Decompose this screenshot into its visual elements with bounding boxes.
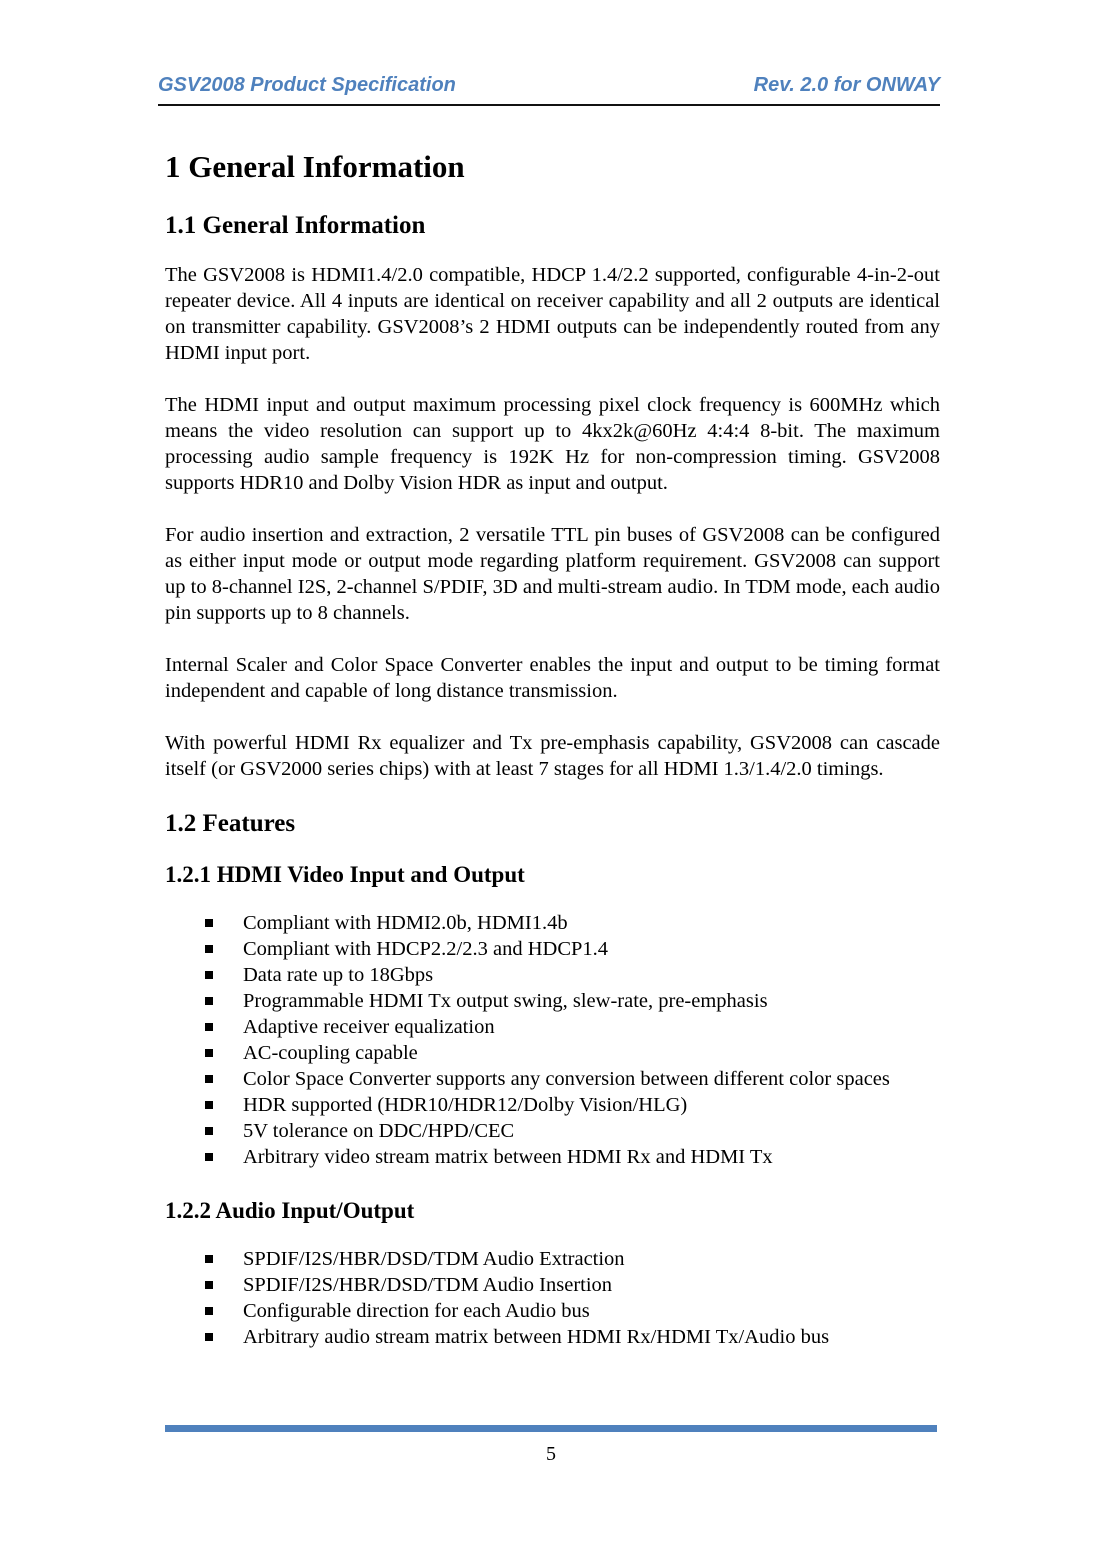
bullet-square-icon	[205, 1127, 213, 1135]
list-item	[205, 936, 940, 962]
bullet-square-icon	[205, 1101, 213, 1109]
list-item-text: Compliant with HDCP2.2/2.3 and HDCP1.4	[243, 938, 609, 960]
bullet-square-icon	[205, 1255, 213, 1263]
bullet-square-icon	[205, 919, 213, 927]
list-item-text: AC-coupling capable	[243, 1042, 418, 1064]
list-item	[205, 1246, 940, 1272]
list-item-text: SPDIF/I2S/HBR/DSD/TDM Audio Insertion	[243, 1274, 613, 1296]
section-title-1-2-1: 1.2.1 HDMI Video Input and Output	[165, 862, 525, 887]
header-right-title: Rev. 2.0 for ONWAY	[753, 74, 940, 96]
bullet-square-icon	[205, 1049, 213, 1057]
list-item-text: Arbitrary video stream matrix between HDMI Rx and HDMI Tx	[243, 1146, 773, 1168]
bullet-square-icon	[205, 945, 213, 953]
bullet-square-icon	[205, 1333, 213, 1341]
list-item	[205, 1324, 940, 1350]
list-item-text: 5V tolerance on DDC/HPD/CEC	[243, 1120, 515, 1142]
bullet-square-icon	[205, 997, 213, 1005]
list-item-text: Configurable direction for each Audio bus	[243, 1300, 590, 1322]
list-item	[205, 1118, 940, 1144]
bullet-square-icon	[205, 971, 213, 979]
list-item-text: SPDIF/I2S/HBR/DSD/TDM Audio Extraction	[243, 1248, 625, 1270]
section-title-1-2-2: 1.2.2 Audio Input/Output	[165, 1198, 415, 1223]
list-item	[205, 1092, 940, 1118]
bullet-square-icon	[205, 1281, 213, 1289]
section-title-1-2: 1.2 Features	[165, 810, 296, 837]
list-item	[205, 1014, 940, 1040]
page-header	[158, 74, 940, 103]
list-item-text: Compliant with HDMI2.0b, HDMI1.4b	[243, 912, 568, 934]
list-item-text: Data rate up to 18Gbps	[243, 964, 434, 986]
section-title-1-1: 1.1 General Information	[165, 212, 426, 239]
list-item	[205, 1272, 940, 1298]
page-title: 1 General Information	[165, 149, 465, 184]
paragraph: The HDMI input and output maximum processing pixel clock frequency is 600MHz which means the video resolution can support up to 4kx2k@60Hz 4:4:4 8-bit. The maximum processing audio sample frequency is 192K Hz for non-compression timing. GSV2008 supports HDR10 and Dolby Vision HDR as input and output.	[165, 394, 940, 494]
bullet-square-icon	[205, 1153, 213, 1161]
list-item	[205, 1298, 940, 1324]
bullet-square-icon	[205, 1307, 213, 1315]
paragraph: For audio insertion and extraction, 2 versatile TTL pin buses of GSV2008 can be configured as either input mode or output mode regarding platform requirement. GSV2008 can support up to 8-channel I2S, 2-channel S/PDIF, 3D and multi-stream audio. In TDM mode, each audio pin supports up to 8 channels.	[165, 524, 940, 624]
paragraph: With powerful HDMI Rx equalizer and Tx pre-emphasis capability, GSV2008 can cascade itself (or GSV2000 series chips) with at least 7 stages for all HDMI 1.3/1.4/2.0 timings.	[165, 732, 940, 780]
bullet-square-icon	[205, 1023, 213, 1031]
paragraph: Internal Scaler and Color Space Converter enables the input and output to be timing format independent and capable of long distance transmission.	[165, 654, 940, 702]
footer-bar	[165, 1425, 937, 1432]
list-item	[205, 988, 940, 1014]
list-item-text: HDR supported (HDR10/HDR12/Dolby Vision/HLG)	[243, 1094, 688, 1116]
header-left-title: GSV2008 Product Specification	[158, 74, 456, 96]
list-item-text: Adaptive receiver equalization	[243, 1016, 495, 1038]
list-item-text: Arbitrary audio stream matrix between HDMI Rx/HDMI Tx/Audio bus	[243, 1326, 830, 1348]
bullet-list-audio	[165, 1246, 940, 1350]
list-item-text: Color Space Converter supports any conversion between different color spaces	[243, 1068, 890, 1090]
list-item	[205, 910, 940, 936]
list-item	[205, 1066, 940, 1092]
list-item	[205, 1040, 940, 1066]
page-number: 5	[546, 1443, 556, 1465]
document-content	[165, 106, 940, 1350]
list-item-text: Programmable HDMI Tx output swing, slew-rate, pre-emphasis	[243, 990, 768, 1012]
bullet-list-hdmi-video	[165, 910, 940, 1170]
list-item	[205, 1144, 940, 1170]
bullet-square-icon	[205, 1075, 213, 1083]
list-item	[205, 962, 940, 988]
paragraph: The GSV2008 is HDMI1.4/2.0 compatible, HDCP 1.4/2.2 supported, configurable 4-in-2-out repeater device. All 4 inputs are identical on receiver capability and all 2 outputs are identical on transmitter capability. GSV2008’s 2 HDMI outputs can be independently routed from any HDMI input port.	[165, 264, 940, 364]
